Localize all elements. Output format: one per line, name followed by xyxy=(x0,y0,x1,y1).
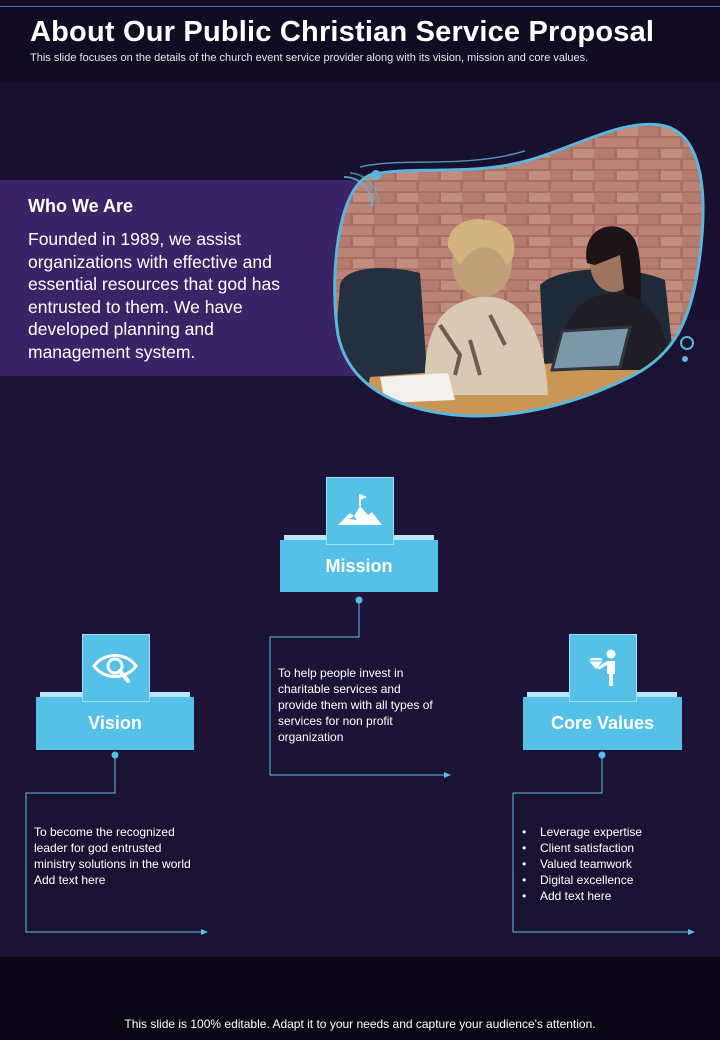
vision-box xyxy=(36,697,194,750)
vision-icon xyxy=(82,634,150,702)
who-we-are-text: Founded in 1989, we assist organizations with effective and essential resources that god has entrusted to them. We have developed planning and management system. xyxy=(28,229,280,362)
who-we-are-title: Who We Are xyxy=(28,196,134,216)
vision-line: To become the recognized leader for god entrusted ministry solutions in the world xyxy=(34,825,191,871)
mission-box xyxy=(280,540,438,592)
vision-label: Vision xyxy=(88,713,142,733)
page-subtitle: This slide focuses on the details of the church event service provider along with its vision, mission and core values. xyxy=(30,52,589,64)
list-item: • Client satisfaction xyxy=(522,840,692,856)
vision-line: Add text here xyxy=(34,873,106,887)
footer-text: This slide is 100% editable. Adapt it to your needs and capture your audience's attention. xyxy=(124,1017,596,1031)
list-item: • Digital excellence xyxy=(522,872,692,888)
page-title: About Our Public Christian Service Proposal xyxy=(30,16,655,48)
list-item: • Leverage expertise xyxy=(522,824,692,840)
mission-description: To help people invest in charitable services and provide them with all types of services for non profit organization xyxy=(278,666,433,744)
vision-description xyxy=(34,824,199,888)
core-values-box xyxy=(523,697,682,750)
mission-label: Mission xyxy=(325,555,393,576)
list-item: • Add text here xyxy=(522,888,692,904)
core-values-icon xyxy=(569,634,637,702)
core-values-list xyxy=(522,824,692,904)
list-item: • Valued teamwork xyxy=(522,856,692,872)
core-values-label: Core Values xyxy=(550,713,655,733)
mission-icon xyxy=(326,477,394,545)
